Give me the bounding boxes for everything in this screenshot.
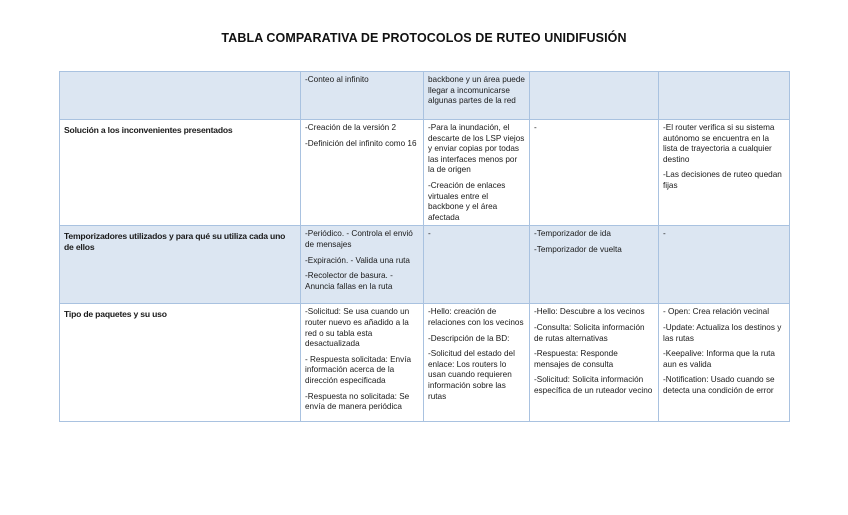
row-header (60, 72, 301, 120)
table-cell (424, 304, 530, 422)
cell-item: -Solicitud del estado del enlace: Los routers lo usan cuando requieren información sobre las rutas (428, 349, 515, 401)
cell-item: - Respuesta solicitada: Envía información acerca de la dirección especificada (305, 354, 412, 385)
table-cell (530, 72, 659, 120)
cell-item: - (428, 229, 431, 239)
cell-item: -Notification: Usado cuando se detecta una condición de error (663, 375, 775, 395)
table-cell (530, 226, 659, 304)
comparison-table-body (60, 72, 790, 422)
cell-item: -Recolector de basura. - Anuncia fallas en la ruta (305, 271, 393, 291)
row-header: Solución a los inconvenientes presentados (60, 120, 301, 226)
table-cell (301, 226, 424, 304)
cell-item: - (663, 229, 666, 239)
table-cell (424, 226, 530, 304)
table-cell (659, 72, 790, 120)
cell-item: -Respuesta: Responde mensajes de consulta (534, 349, 618, 369)
cell-item: -Hello: Descubre a los vecinos (534, 307, 645, 317)
cell-item: -Descripción de la BD: (428, 333, 510, 343)
cell-item: -Expiración. - Valida una ruta (305, 255, 410, 265)
table-cell (424, 72, 530, 120)
cell-item: -Hello: creación de relaciones con los vecinos (428, 307, 524, 327)
cell-item: -Respuesta no solicitada: Se envía de manera periódica (305, 391, 410, 412)
row-header: Temporizadores utilizados y para qué su utiliza cada uno de ellos (60, 226, 301, 304)
table-row (60, 304, 790, 422)
table-row (60, 72, 790, 120)
cell-item: -Periódico. - Controla el envió de mensajes (305, 229, 413, 249)
cell-item: -Temporizador de ida (534, 229, 611, 239)
cell-item: -Definición del infinito como 16 (305, 138, 417, 148)
cell-item: -Las decisiones de ruteo quedan fijas (663, 170, 782, 190)
cell-item: -Creación de enlaces virtuales entre el backbone y el área afectada (428, 180, 506, 222)
table-cell (530, 304, 659, 422)
cell-item: - Open: Crea relación vecinal (663, 307, 770, 317)
cell-item: -Conteo al infinito (305, 75, 369, 84)
cell-item: -Keepalive: Informa que la ruta aun es valida (663, 349, 775, 369)
cell-item: -Solicitud: Se usa cuando un router nuevo es añadido a la red o su tabla esta desactualizada (305, 307, 410, 349)
cell-item: -Para la inundación, el descarte de los LSP viejos y enviar copias por todas las interfaces menos por la de origen (428, 123, 525, 175)
cell-item: -Solicitud: Solicita información específica de un ruteador vecino (534, 375, 653, 395)
cell-item: - (534, 123, 537, 132)
cell-item: backbone y un área puede llegar a incomunicarse algunas partes de la red (428, 75, 525, 106)
row-header: Tipo de paquetes y su uso (60, 304, 301, 422)
table-cell (530, 120, 659, 226)
table-cell (424, 120, 530, 226)
table-cell (659, 304, 790, 422)
table-cell (301, 304, 424, 422)
cell-item: -Temporizador de vuelta (534, 244, 622, 254)
cell-item: -El router verifica si su sistema autónomo se encuentra en la lista de trayectoria a cualquier destino (663, 123, 775, 164)
table-cell (659, 120, 790, 226)
page-title: TABLA COMPARATIVA DE PROTOCOLOS DE RUTEO UNIDIFUSIÓN (221, 31, 627, 45)
cell-item: -Consulta: Solicita información de rutas alternativas (534, 322, 645, 343)
cell-item: -Update: Actualiza los destinos y las rutas (663, 322, 782, 343)
table-cell (301, 72, 424, 120)
table-cell (301, 120, 424, 226)
table-row (60, 226, 790, 304)
table-row (60, 120, 790, 226)
table-cell (659, 226, 790, 304)
comparison-table (59, 71, 790, 422)
cell-item: -Creación de la versión 2 (305, 123, 397, 132)
